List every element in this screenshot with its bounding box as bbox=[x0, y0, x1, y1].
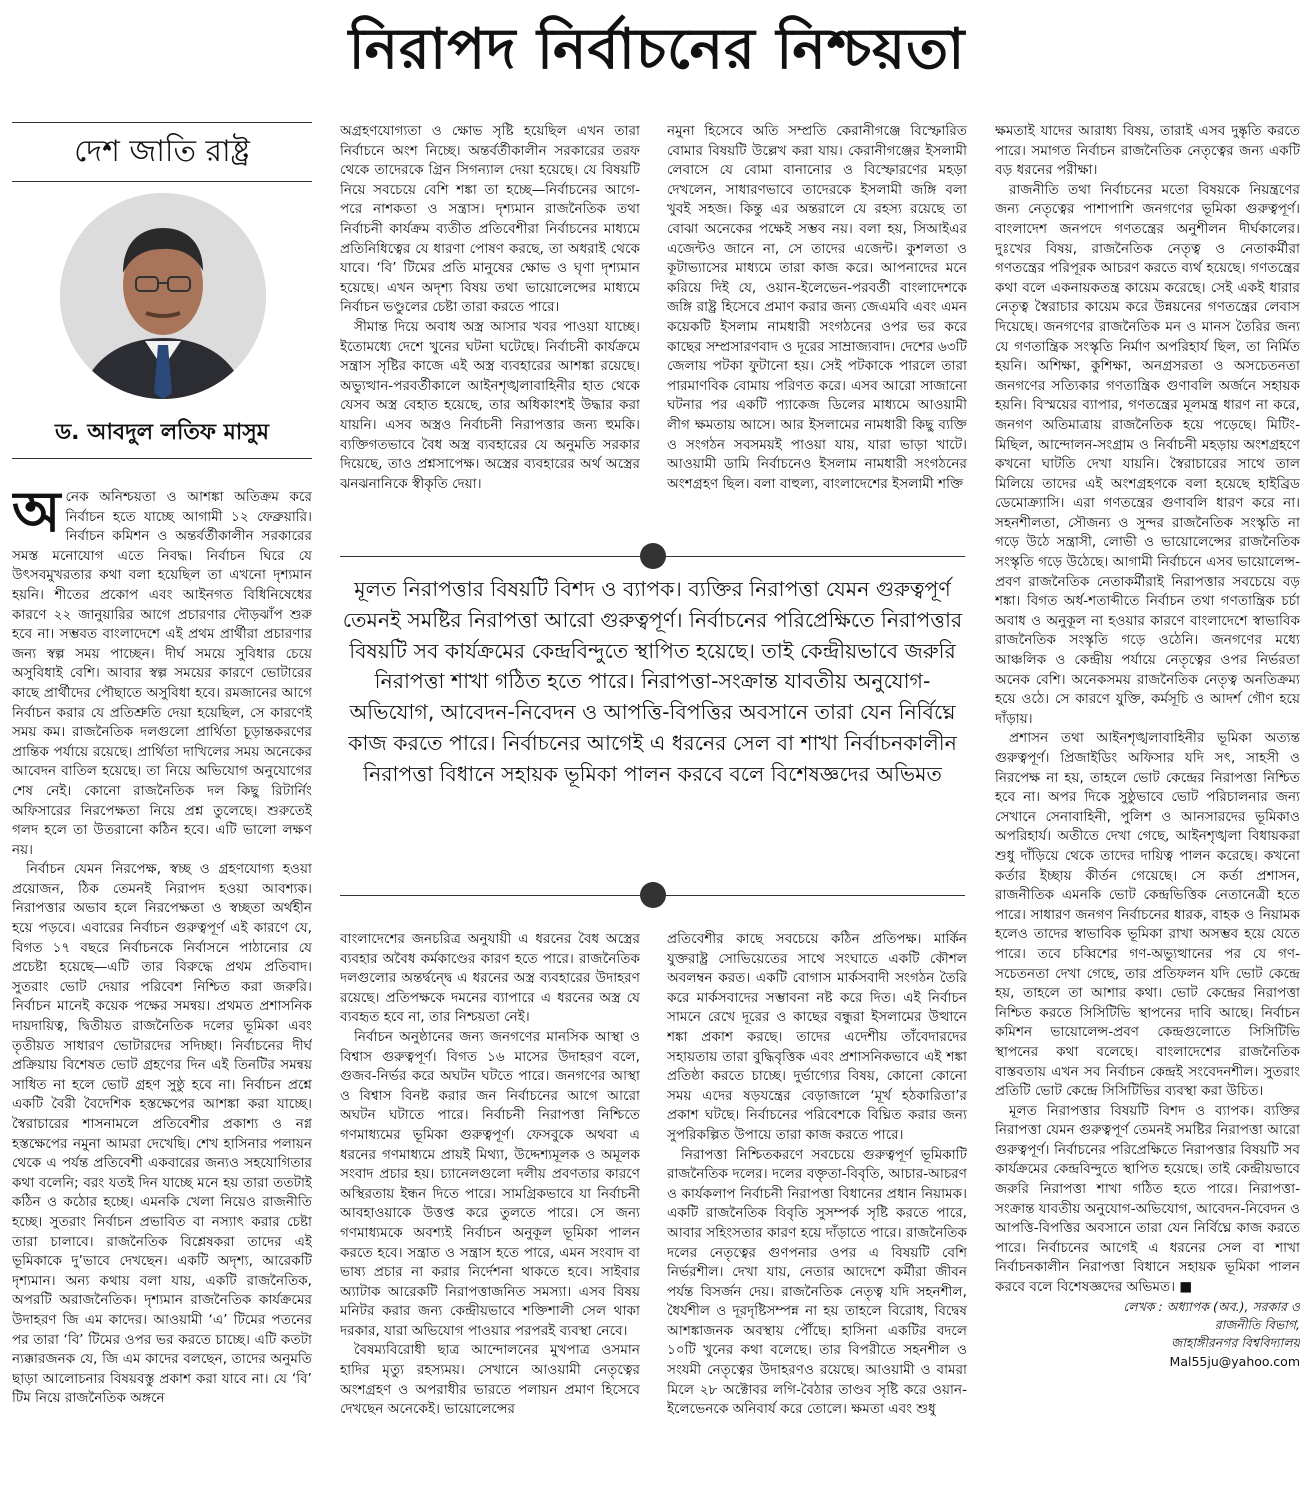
paragraph: সীমান্ত দিয়ে অবাধ অস্ত্র আসার খবর পাওয়া যাচ্ছে। ইতোমধ্যে দেশে খুনের ঘটনা ঘটেছে। নির্বাচনী কার্যক্রমে সন্ত্রাস সৃষ্টির কাজে এই অস্ত্র ব্যবহারের আশঙ্কা রয়েছে। অভ্যুত্থান-পরবর্তীকালে আইনশৃঙ্খলাবাহিনীর হাত থেকে যেসব অস্ত্র বেহাত হয়েছে, তার অধিকাংশই উদ্ধার করা যায়নি। এসব অস্ত্রও নির্বাচনী নিরাপত্তার জন্য হুমকি। ব্যক্তিগতভাবে বৈধ অস্ত্র ব্যবহারের যে অনুমতি সরকার দিয়েছে, তাও প্রশ্নসাপেক্ষ। অস্ত্রের ব্যবহারের অর্থ অস্ত্রের ঝনঝনানিকে স্বীকৃতি দেয়া। bbox=[340, 318, 640, 492]
credit-line: রাজনীতি বিভাগ, bbox=[1214, 1316, 1300, 1332]
author-email[interactable]: Mal55ju@yahoo.com bbox=[1169, 1353, 1300, 1369]
paragraph-text: নেক অনিশ্চয়তা ও আশঙ্কা অতিক্রম করে নির্বাচন হতে যাচ্ছে আগামী ১২ ফেব্রুয়ারি। নির্বাচন কমিশন ও অন্তর্বর্তীকালীন সরকারের সমস্ত মনোযোগ এতে নিবদ্ধ। নির্বাচন ঘিরে যে উৎসবমুখরতার কথা বলা হয়েছিল তা এখনো দৃশ্যমান হয়নি। শীতের প্রকোপ এবং আইনগত বিধিনিষেধের কারণে ২২ জানুয়ারির আগে প্রচারণার দৌড়ঝাঁপ শুরু হবে না। সম্ভবত বাংলাদেশে এই প্রথম প্রার্থীরা প্রচারণার জন্য স্বল্প সময় পাচ্ছেন। দীর্ঘ সময়ে সুবিধার চেয়ে অসুবিধাই বেশি। আবার স্বল্প সময়ের কারণে ভোটারের কাছে প্রার্থীদের পৌছাতে অসুবিধা হবে। রমজানের আগে নির্বাচন করার যে প্রতিশ্রুতি দেয়া হয়েছিল, সে কারণেই সময় কম। রাজনৈতিক দলগুলো প্রার্থিতা চূড়ান্তকরণের প্রান্তিক পর্যায়ে রয়েছে। প্রার্থিতা দাখিলের সময় অনেকের আবেদন বাতিল হয়েছে। তা নিয়ে অভিযোগ অনুযোগের শেষ নেই। কোনো রাজনৈতিক দল কিছু রিটার্নিং অফিসারের নিরপেক্ষতা নিয়ে প্রশ্ন তুলেছে। শুরুতেই গলদ হলে তা উতরানো কঠিন হবে। এটি ভালো লক্ষণ নয়। bbox=[12, 489, 312, 858]
paragraph: মূলত নিরাপত্তার বিষয়টি বিশদ ও ব্যাপক। ব্যক্তির নিরাপত্তা যেমন গুরুত্বপূর্ণ তেমনই সমষ্টির নিরাপত্তা আরো গুরুত্বপূর্ণ। নির্বাচনের পরিপ্রেক্ষিতে নিরাপত্তার বিষয়টি সব কার্যক্রমের কেন্দ্রবিন্দুতে স্থাপিত হয়েছে। তাই কেন্দ্রীয়ভাবে জরুরি নিরাপত্তা শাখা গঠিত হতে পারে। নিরাপত্তা-সংক্রান্ত যাবতীয় অনুযোগ-অভিযোগ, আবেদন-নিবেদন ও আপত্তি-বিপত্তির অবসানে তারা যেন নির্বিঘ্নে কাজ করতে পারে। নির্বাচনের আগেই এ ধরনের সেল বা শাখা নির্বাচনকালীন নিরাপত্তা বিধানে সহায়ক ভূমিকা পালন করবে বলে বিশেষজ্ঞদের অভিমত। ■ bbox=[995, 1102, 1300, 1296]
paragraph: নির্বাচন অনুষ্ঠানের জন্য জনগণের মানসিক আস্থা ও বিশ্বাস গুরুত্বপূর্ণ। বিগত ১৬ মাসের উদাহরণ বলে, গুজব-নির্ভর করে অঘটন ঘটতে পারে। জনগণের আস্থা ও বিশ্বাস বিনষ্ট করার জন নির্বাচনের আগে আরো অঘটন ঘটাতে পারে। নির্বাচনী নিরাপত্তা নিশ্চিতে গণমাধ্যমের ভূমিকা গুরুত্বপূর্ণ। ফেসবুকে অথবা এ ধরনের গণমাধ্যমে প্রায়ই মিথ্যা, উদ্দেশ্যমূলক ও অমূলক সংবাদ প্রচার হয়। চ্যানেলগুলো দলীয় প্রবণতার কারণে অস্থিরতায় ইন্ধন দিতে পারে। সামগ্রিকভাবে যা নির্বাচনী আবহাওয়াকে উত্তপ্ত করে তুলতে পারে। সে জন্য গণমাধ্যমকে অবশ্যই নির্বাচন অনুকূল ভূমিকা পালন করতে হবে। সন্ত্রাত ও সন্ত্রাস হতে পারে, এমন সংবাদ বা ভাষ্য প্রচার না করার নির্দেশনা থাকতে হবে। সাইবার অ্যাটাক আরেকটি নিরাপত্তাজনিত সমস্যা। এসব বিষয় মনিটর করার জন্য কেন্দ্রীয়ভাবে শক্তিশালী সেল থাকা দরকার, যারা অভিযোগ পাওয়ার পরপরই ব্যবস্থা নেবে। bbox=[340, 1028, 640, 1339]
paragraph: নির্বাচন যেমন নিরপেক্ষ, স্বচ্ছ ও গ্রহণযোগ্য হওয়া প্রয়োজন, ঠিক তেমনই নিরাপদ হওয়া আবশ্যক। নিরাপত্তার অভাব হলে নিরপেক্ষতা ও স্বচ্ছতা অর্থহীন হয়ে পড়বে। এবারের নির্বাচন গুরুত্বপূর্ণ এই কারণে যে, বিগত ১৭ বছরে নির্বাচনকে নির্বাসনে পাঠানোর যে প্রচেষ্টা হয়েছে—এটি তার বিরুদ্ধে প্রথম প্রতিবাদ। সুতরাং ভোট দেয়ার পরিবেশ নিশ্চিত করা জরুরি। নির্বাচন মানেই কয়েক পক্ষের সমন্বয়। প্রথমত প্রশাসনিক দায়দায়িত্ব, দ্বিতীয়ত রাজনৈতিক দলের ভূমিকা এবং তৃতীয়ত সাধারণ ভোটারদের সদিচ্ছা। নির্বাচনের দীর্ঘ প্রক্রিয়ায় বিশেষত ভোট গ্রহণের দিন এই তিনটির সমন্বয় সাধিত না হলে ভোট গ্রহণ সুষ্ঠু হবে না। নির্বাচন প্রশ্নে একটি বৈরী বৈদেশিক হস্তক্ষেপের আশঙ্কা করা যাচ্ছে। স্বৈরাচারের শাসনামলে প্রতিবেশীর প্রকাশ্য ও নগ্ন হস্তক্ষেপের নমুনা আমরা দেখেছি। শেখ হাসিনার পলায়ন থেকে এ পর্যন্ত প্রতিবেশী একবারের জন্যও সহযোগিতার কথা বলেনি; বরং যতই দিন যাচ্ছে মনে হয় তারা ততটাই কঠিন ও কঠোর হচ্ছে। এমনকি খেলা নিয়েও রাজনীতি হচ্ছে। সুতরাং নির্বাচন প্রভাবিত বা নস্যাৎ করার চেষ্টা তারা চালাবে। রাজনৈতিক বিশ্লেষকরা তাদের এই ভূমিকাকে দু’ভাবে দেখছেন। একটি অদৃশ্য, আরেকটি দৃশ্যমান। অন্য কথায় বলা যায়, একটি রাজনৈতিক, অপরটি অরাজনৈতিক। দৃশ্যমান রাজনৈতিক কার্যক্রমের উদাহরণ জি এম কাদের। আওয়ামী ‘এ’ টিমের পতনের পর তারা ‘বি’ টিমের ওপর ভর করতে চাচ্ছে। এটি কতটা ন্যক্কারজনক যে, জি এম কাদের বলছেন, তাদের অনুমতি ছাড়া আলোচনার বিষয়বস্তু প্রকাশ করা যাবে না। যে ‘বি’ টিম নিয়ে রাজনৈতিক অঙ্গনে bbox=[12, 861, 312, 1407]
credit-line: লেখক : অধ্যাপক (অব.), সরকার ও bbox=[1123, 1298, 1300, 1314]
column-title: দেশ জাতি রাষ্ট্র bbox=[12, 122, 312, 182]
column-3-top bbox=[667, 122, 967, 532]
pullquote: মূলত নিরাপত্তার বিষয়টি বিশদ ও ব্যাপক। ব্যক্তির নিরাপত্তা যেমন গুরুত্বপূর্ণ তেমনই সমষ্টির নিরাপত্তা আরো গুরুত্বপূর্ণ। নির্বাচনের পরিপ্রেক্ষিতে নিরাপত্তার বিষয়টি সব কার্যক্রমের কেন্দ্রবিন্দুতে স্থাপিত হয়েছে। তাই কেন্দ্রীয়ভাবে জরুরি নিরাপত্তা শাখা গঠিত হতে পারে। নিরাপত্তা-সংক্রান্ত যাবতীয় অনুযোগ-অভিযোগ, আবেদন-নিবেদন ও আপত্তি-বিপত্তির অবসানে তারা যেন নির্বিঘ্নে কাজ করতে পারে। নির্বাচনের আগেই এ ধরনের সেল বা শাখা নির্বাচনকালীন নিরাপত্তা বিধানে সহায়ক ভূমিকা পালন করবে বলে বিশেষজ্ঞদের অভিমত bbox=[342, 577, 963, 786]
column-1 bbox=[12, 488, 312, 1478]
column-3-bottom bbox=[667, 930, 967, 1478]
column-2-top bbox=[340, 122, 640, 532]
paragraph: অগ্রহণযোগ্যতা ও ক্ষোভ সৃষ্টি হয়েছিল এখন তারা নির্বাচনে অংশ নিচ্ছে। অন্তর্বর্তীকালীন সরকারের তরফ থেকে তাদেরকে গ্রিন সিগন্যাল দেয়া হয়েছে। যে বিষয়টি নিয়ে সবচেয়ে বেশি শঙ্কা তা হচ্ছে—নির্বাচনের আগে-পরে নাশকতা ও সন্ত্রাস। দৃশ্যমান রাজনৈতিক তথা নির্বাচনী কার্যক্রম ব্যতীত প্রতিবেশীরা নির্বাচনের মাধ্যমে প্রতিনিধিত্বের যে ধারণা পোষণ করছে, তা অধরাই থেকে যাবে। ‘বি’ টিমের প্রতি মানুষের ক্ষোভ ও ঘৃণা দৃশ্যমান হয়েছে। এখন অদৃশ্য বিষয় তথা ভায়োলেন্সের মাধ্যমে নির্বাচন ভণ্ডুলের চেষ্টা তারা করতে পারে। bbox=[340, 123, 640, 316]
author-portrait-icon bbox=[60, 193, 266, 399]
author-name: ড. আবদুল লতিফ মাসুম bbox=[12, 408, 312, 459]
paragraph: বাংলাদেশের জনচরিত্র অনুযায়ী এ ধরনের বৈধ অস্ত্রের ব্যবহার অবৈধ কর্মকাণ্ডের কারণ হতে পারে। রাজনৈতিক দলগুলোর অন্তর্দ্বন্দ্বে এ ধরনের অস্ত্র ব্যবহারের উদাহরণ রয়েছে। প্রতিপক্ষকে দমনের ব্যাপারে এ ধরনের অস্ত্র যে ব্যবহৃত হবে না, তার নিশ্চয়তা নেই। bbox=[340, 931, 640, 1026]
paragraph: ক্ষমতাই যাদের আরাধ্য বিষয়, তারাই এসব দুষ্কৃতি করতে পারে। সমাগত নির্বাচন রাজনৈতিক নেতৃত্বের জন্য একটি বড় ধরনের পরীক্ষা। bbox=[995, 123, 1300, 179]
paragraph: নিরাপত্তা নিশ্চিতকরণে সবচেয়ে গুরুত্বপূর্ণ ভূমিকাটি রাজনৈতিক দলের। দলের বক্তৃতা-বিবৃতি, আচার-আচরণ ও কার্যকলাপ নির্বাচনী নিরাপত্তা বিধানের প্রধান নিয়ামক। একটি রাজনৈতিক বিবৃতি সুসম্পর্ক সৃষ্টি করতে পারে, আবার সহিংসতার কারণ হয়ে দাঁড়াতে পারে। রাজনৈতিক দলের নেতৃত্বের গুণপনার ওপর এ বিষয়টি বেশি নির্ভরশীল। দেখা যায়, নেতার আদেশে কর্মীরা জীবন পর্যন্ত বিসর্জন দেয়। রাজনৈতিক নেতৃত্ব যদি সহনশীল, ধৈর্যশীল ও দূরদৃষ্টিসম্পন্ন না হয় তাহলে বিরোধ, বিদ্বেষ আশঙ্কাজনক অবস্থায় পৌঁছে। হাসিনা একটির বদলে ১০টি খুনের কথা বলেছে। তার বিপরীতে সহনশীল ও সংযমী নেতৃত্বের উদাহরণও রয়েছে। আওয়ামী ও বামরা মিলে ২৮ অক্টোবর লগি-বৈঠার তাণ্ডব সৃষ্টি করে ওয়ান-ইলেভেনকে অনিবার্য করে তোলে। ক্ষমতা এবং শুধু bbox=[667, 1146, 967, 1418]
paragraph: নমুনা হিসেবে অতি সম্প্রতি কেরানীগঞ্জে বিস্ফোরিত বোমার বিষয়টি উল্লেখ করা যায়। কেরানীগঞ্জের ইসলামী লেবাসে যে বোমা বানানোর ও বিস্ফোরণের মহড়া দেখলেন, সাধারণভাবে তাদেরকে ইসলামী জঙ্গি বলা খুবই সহজ। কিন্তু এর অন্তরালে যে রহস্য রয়েছে তা বোঝা অনেকের পক্ষেই সম্ভব নয়। বলা হয়, সিআইএর এজেন্টও জানে না, সে তাদের এজেন্ট। কুশলতা ও কূটাভ্যাসের মাধ্যমে তারা কাজ করে। আপনাদের মনে করিয়ে দিই যে, ওয়ান-ইলেভেন-পরবর্তী বাংলাদেশকে জঙ্গি রাষ্ট্র হিসেবে প্রমাণ করার জন্য জেএমবি এবং এমন কয়েকটি ইসলাম নামধারী সংগঠনের ওপর ভর করে কাছের সম্প্রসারণবাদ ও দূরের সাম্রাজ্যবাদ। দেশের ৬৩টি জেলায় পটকা ফুটানো হয়। সেই পটকাকে পারলে তারা পারমাণবিক বোমায় পরিণত করে। এসব আরো সাজানো ঘটনার পর একটি প্যাকেজ ডিলের মাধ্যমে আওয়ামী লীগ ক্ষমতায় আসে। আর ইসলামের নামধারী কিছু ব্যক্তি ও সংগঠন সবসময়ই পাওয়া যায়, যারা ভাড়া খাটে। আওয়ামী ডামি নির্বাচনেও ইসলাম নামধারী সংগঠনের অংশগ্রহণ ছিল। বলা বাহুল্য, বাংলাদেশের ইসলামী শক্তি bbox=[667, 123, 967, 492]
portrait-illustration bbox=[60, 193, 266, 399]
paragraph bbox=[12, 488, 312, 860]
pullquote-bottom-dot bbox=[640, 882, 666, 908]
headline: নিরাপদ নির্বাচনের নিশ্চয়তা bbox=[348, 17, 966, 82]
column-2-bottom bbox=[340, 930, 640, 1478]
paragraph: প্রতিবেশীর কাছে সবচেয়ে কঠিন প্রতিপক্ষ। মার্কিন যুক্তরাষ্ট্র সোভিয়েতের সাথে সংঘাতে একটি কৌশল অবলম্বন করত। একটি বোগাস মার্কসবাদী সংগঠন তৈরি করে মার্কসবাদের সম্ভাবনা নষ্ট করে দিত। এই নির্বাচন সামনে রেখে দূরের ও কাছের বন্ধুরা ইসলামের উত্থানে শঙ্কা প্রকাশ করছে। তাদের এদেশীয় তাঁবেদারদের সহায়তায় তারা বুদ্ধিবৃত্তিক এবং প্রশাসনিকভাবে এই শঙ্কা প্রতিষ্ঠা করতে চাচ্ছে। দুর্ভাগ্যের বিষয়, কোনো কোনো সময় এদের ষড়যন্ত্রের বেড়াজালে ‘মূর্খ হঠকারিতা’র প্রকাশ ঘটছে। নির্বাচনের পরিবেশকে বিঘ্নিত করার জন্য সুপরিকল্পিত উপায়ে তারা কাজ করতে পারে। bbox=[667, 931, 967, 1143]
dropcap: অ bbox=[12, 488, 61, 545]
credit-line: জাহাঙ্গীরনগর বিশ্ববিদ্যালয় bbox=[1171, 1334, 1300, 1350]
paragraph: প্রশাসন তথা আইনশৃঙ্খলাবাহিনীর ভূমিকা অত্যন্ত গুরুত্বপূর্ণ। প্রিজাইডিং অফিসার যদি সৎ, সাহসী ও নিরপেক্ষ না হয়, তাহলে ভোট কেন্দ্রের নিরাপত্তা নিশ্চিত হবে না। অপর দিকে সুষ্ঠুভাবে ভোট পরিচালনার জন্য সেখানে সেনাবাহিনী, পুলিশ ও আনসারদের ভূমিকাও অপরিহার্য। অতীতে দেখা গেছে, আইনশৃঙ্খলা বিধায়করা শুধু দাঁড়িয়ে থেকে তাদের দায়িত্ব পালন করেছে। কখনো কর্তার ইচ্ছায় কীর্তন গেয়েছে। সে কর্তা প্রশাসন, রাজনীতিক এমনকি ভোট কেন্দ্রভিত্তিক নেতানেত্রী হতে পারে। সাধারণ জনগণ নির্বাচনের ধারক, বাহক ও নিয়ামক হলেও তাদের স্বাভাবিক ভূমিকা রাখা অসম্ভব হয়ে যেতে পারে। তবে চব্বিশের গণ-অভ্যুত্থানের পর যে গণ-সচেতনতা দেখা গেছে, তার প্রতিফলন যদি ভোট কেন্দ্রে হয়, তাহলে তা আশার কথা। ভোট কেন্দ্রের নিরাপত্তা নিশ্চিত করতে সিসিটিভি স্থাপনের দাবি আছে। নির্বাচন কমিশন ভায়োলেন্স-প্রবণ কেন্দ্রগুলোতে সিসিটিভি স্থাপনের কথা বলেছে। বাংলাদেশের রাজনৈতিক বাস্তবতায় এখন সব নির্বাচন কেন্দ্রই সংবেদনশীল। সুতরাং প্রতিটি ভোট কেন্দ্রে সিসিটিভির ব্যবস্থা করা উচিত। bbox=[995, 730, 1300, 1100]
pullquote-top-dot bbox=[640, 543, 666, 569]
paragraph: বৈষম্যবিরোধী ছাত্র আন্দোলনের মুখপাত্র ওসমান হাদির মৃত্যু রহস্যময়। সেখানে আওয়ামী নেতৃত্বের অংশগ্রহণ ও অপরাধীর ভারতে পলায়ন প্রমাণ হিসেবে দেখছেন অনেকেই। ভায়োলেন্সের bbox=[340, 1342, 640, 1418]
column-4 bbox=[995, 122, 1300, 1478]
paragraph: রাজনীতি তথা নির্বাচনের মতো বিষয়কে নিয়ন্ত্রণের জন্য নেতৃত্বের পাশাপাশি জনগণের ভূমিকা গুরুত্বপূর্ণ। বাংলাদেশ জনপদে গণতন্ত্রের অনুশীলন দীর্ঘকালের। দুঃখের বিষয়, রাজনৈতিক নেতৃত্ব ও নেতাকর্মীরা গণতন্ত্রের পরিপূরক আচরণ করতে ব্যর্থ হয়েছে। গণতন্ত্রের কথা বলে একনায়কতন্ত্র কায়েম করেছে। সেই একই ধারার নেতৃত্ব স্বৈরাচার কায়েম করে উন্নয়নের গণতন্ত্রের লেবাস দিয়েছে। জনগণের রাজনৈতিক মন ও মানস তৈরির জন্য যে গণতান্ত্রিক সংস্কৃতি নির্মাণ অপরিহার্য ছিল, তা নির্মিত হয়নি। অশিক্ষা, কুশিক্ষা, অনগ্রসরতা ও অসচেতনতা জনগণের সত্যিকার গণতান্ত্রিক গুণাবলি অর্জনে সহায়ক হয়নি। বিস্ময়ের ব্যাপার, গণতন্ত্রের মূলমন্ত্র ধারণ না করে, জনগণ অতিমাত্রায় রাজনৈতিক হয়ে পড়েছে। মিটিং-মিছিল, আন্দোলন-সংগ্রাম ও নির্বাচনী মহড়ায় অংশগ্রহণে কখনো ঘাটতি দেখা যায়নি। স্বৈরাচারের সাথে তাল মিলিয়ে তাদের এই অংশগ্রহণকে বলা হয়েছে হাইব্রিড ডেমোক্র্যাসি। এরা গণতন্ত্রের গুণাবলি ধারণ করে না। সহনশীলতা, সৌজন্য ও সুন্দর রাজনৈতিক সংস্কৃতি না গড়ে উঠে সন্ত্রাসী, লোভী ও ভায়োলেন্সের রাজনৈতিক সংস্কৃতি গড়ে উঠেছে। আগামী নির্বাচনে এসব ভায়োলেন্স-প্রবণ রাজনৈতিক নেতাকর্মীরাই নিরাপত্তার সবচেয়ে বড় শঙ্কা। বিগত অর্ধ-শতাব্দীতে নির্বাচন তথা গণতান্ত্রিক চর্চা অবাধ ও অনুকূল না হওয়ার কারণে বাংলাদেশে স্বাভাবিক রাজনৈতিক সংস্কৃতি গড়ে ওঠেনি। জনগণের মধ্যে আঞ্চলিক ও কেন্দ্রীয় পর্যায়ে নেতৃত্বের ওপর নির্ভরতা অনেক বেশি। অনেকসময় রাজনৈতিক নেতৃত্ব অনতিক্রম্য হয়ে ওঠে। সে কারণে যুক্তি, কর্মসূচি ও আদর্শ গৌণ হয়ে দাঁড়ায়। bbox=[995, 181, 1300, 727]
author-credit bbox=[995, 1298, 1300, 1352]
